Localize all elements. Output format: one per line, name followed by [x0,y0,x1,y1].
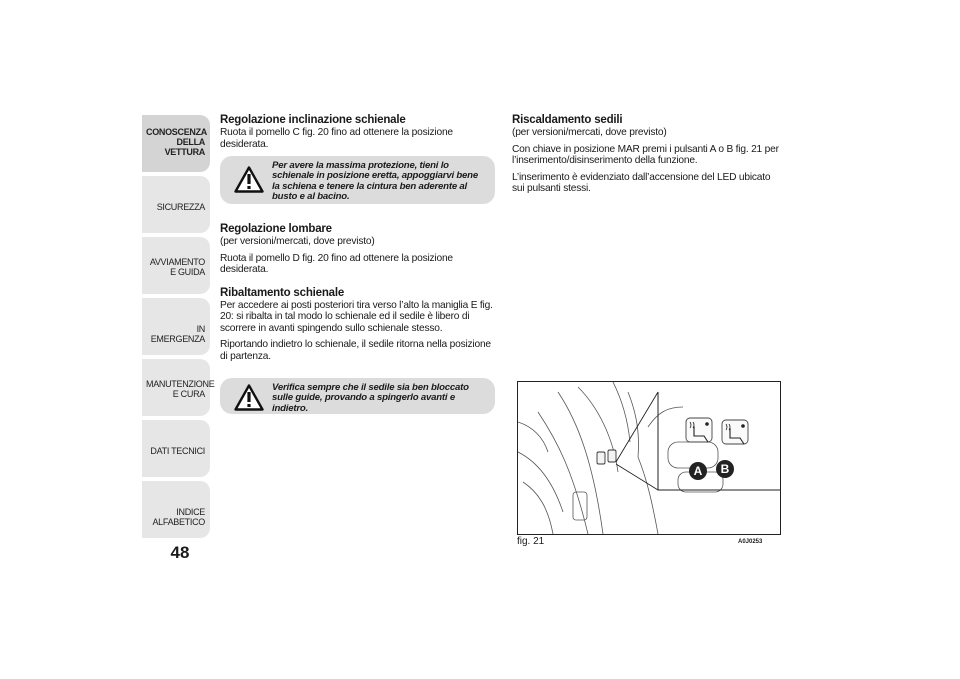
warning-text-bloccato: Verifica sempre che il sedile sia ben bloccato sulle guide, provando a spingerlo avanti e indietro. [272,382,469,414]
section-title-lombare: Regolazione lombare [220,223,332,235]
figure-caption: fig. 21 [517,536,545,547]
section-sub-lombare: (per versioni/mercati, dove previsto) [220,236,375,247]
page-number: 48 [170,543,190,562]
warning-box-protezione [220,156,495,204]
warning-text-protezione: Per avere la massima protezione, tieni lo schienale in posizione eretta, appoggiarvi bene la schiena e tenere la cintura ben aderente al busto e al bacino. [272,160,478,203]
warning-triangle-icon [234,166,264,193]
section-body-ribaltamento-1: Per accedere ai posti posteriori tira verso l’alto la maniglia E fig. 20: si ribalta in tal modo lo schienale ed il sedile è libero di scorrere in avanti spingendo sullo schienale stesso. [220,299,493,334]
tab-avviamento-e-guida[interactable]: AVVIAMENTO E GUIDA [142,237,210,294]
tab-dati-tecnici[interactable]: DATI TECNICI [142,420,210,477]
tab-conoscenza-della-vettura[interactable]: CONOSCENZA DELLA VETTURA [142,115,210,172]
tab-manutenzione-e-cura[interactable]: MANUTENZIONE E CURA [142,359,210,416]
right-column [512,113,782,200]
warning-box-bloccato [220,378,495,414]
seat-heating-illustration [518,382,780,534]
warning-triangle-icon [234,384,264,411]
tab-indice-alfabetico[interactable]: INDICE ALFABETICO [142,481,210,538]
section-body-riscaldamento-1: Con chiave in posizione MAR premi i pulsanti A o B fig. 21 per l’inserimento/disinserimento della funzione. [512,143,779,166]
section-sub-riscaldamento: (per versioni/mercati, dove previsto) [512,127,667,138]
section-body-ribaltamento-2: Riportando indietro lo schienale, il sedile ritorna nella posizione di partenza. [220,339,491,362]
section-title-ribaltamento: Ribaltamento schienale [220,286,345,299]
section-body-riscaldamento-2: L’inserimento è evidenziato dall’accensione del LED ubicato sui pulsanti stessi. [512,171,771,194]
figure-code: A0J0253 [738,539,763,545]
tab-in-emergenza[interactable]: IN EMERGENZA [142,298,210,355]
section-tabs [142,115,215,542]
section-title-inclinazione: Regolazione inclinazione schienale [220,114,406,126]
figure-seat-heating-buttons [517,381,781,535]
section-title-riscaldamento: Riscaldamento sedili [512,114,623,126]
left-column [220,113,495,432]
section-body-lombare: Ruota il pomello D fig. 20 fino ad ottenere la posizione desiderata. [220,252,453,275]
section-body-inclinazione: Ruota il pomello C fig. 20 fino ad ottenere la posizione desiderata. [220,127,453,150]
button-a-label: A [693,464,703,478]
button-b-label: B [720,462,730,476]
tab-sicurezza[interactable]: SICUREZZA [142,176,210,233]
